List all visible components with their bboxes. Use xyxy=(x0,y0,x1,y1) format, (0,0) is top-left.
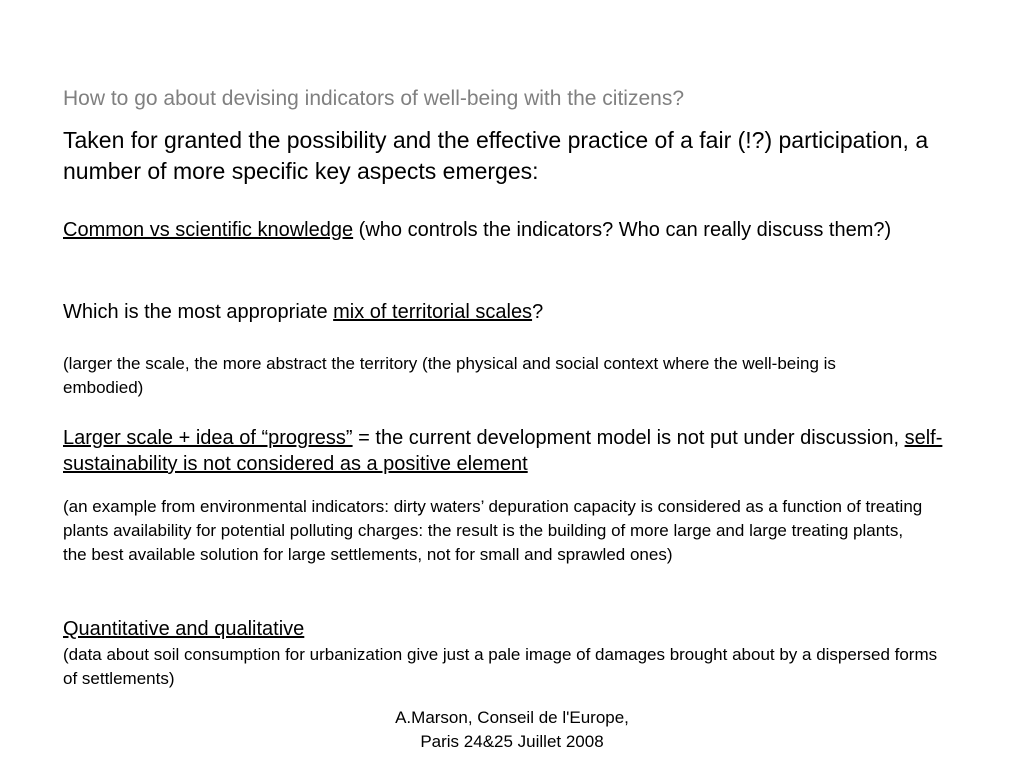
quant-heading-line xyxy=(63,616,953,642)
quant-note: (data about soil consumption for urbanization give just a pale image of damages brought about by a dispersed forms of settlements) xyxy=(63,645,938,688)
knowledge-text: (who controls the indicators? Who can really discuss them?) xyxy=(353,219,892,241)
footer xyxy=(312,706,712,754)
knowledge-heading: Common vs scientific knowledge xyxy=(63,219,354,241)
scales-note: (larger the scale, the more abstract the territory (the physical and social context where the well-being is embodied) xyxy=(63,354,836,397)
footer-line-2: Paris 24&25 Juillet 2008 xyxy=(420,732,604,751)
scales-text-before: Which is the most appropriate xyxy=(63,301,334,323)
knowledge-paragraph xyxy=(63,217,953,243)
example-note: (an example from environmental indicators: dirty waters’ depuration capacity is considered as a function of treating plants availability for potential polluting charges: the result is the building of more large and large treating plants, the best available solution for large settlements, not for small and sprawled ones) xyxy=(63,497,923,564)
quant-heading: Quantitative and qualitative xyxy=(63,618,305,640)
self-sustainability-heading: self-sustainability is not considered as a positive element xyxy=(63,427,943,475)
progress-paragraph xyxy=(63,425,953,477)
intro-paragraph: Taken for granted the possibility and the effective practice of a fair (!?) participation, a number of more specific key aspects emerges: xyxy=(63,127,929,184)
scales-text-after: ? xyxy=(532,301,544,323)
footer-line-1: A.Marson, Conseil de l'Europe, xyxy=(395,708,629,727)
progress-text: = the current development model is not put under discussion, xyxy=(352,427,905,449)
progress-heading: Larger scale + idea of “progress” xyxy=(63,427,353,449)
scales-heading: mix of territorial scales xyxy=(333,301,533,323)
scales-paragraph xyxy=(63,299,953,325)
slide-title: How to go about devising indicators of well-being with the citizens? xyxy=(63,87,685,110)
